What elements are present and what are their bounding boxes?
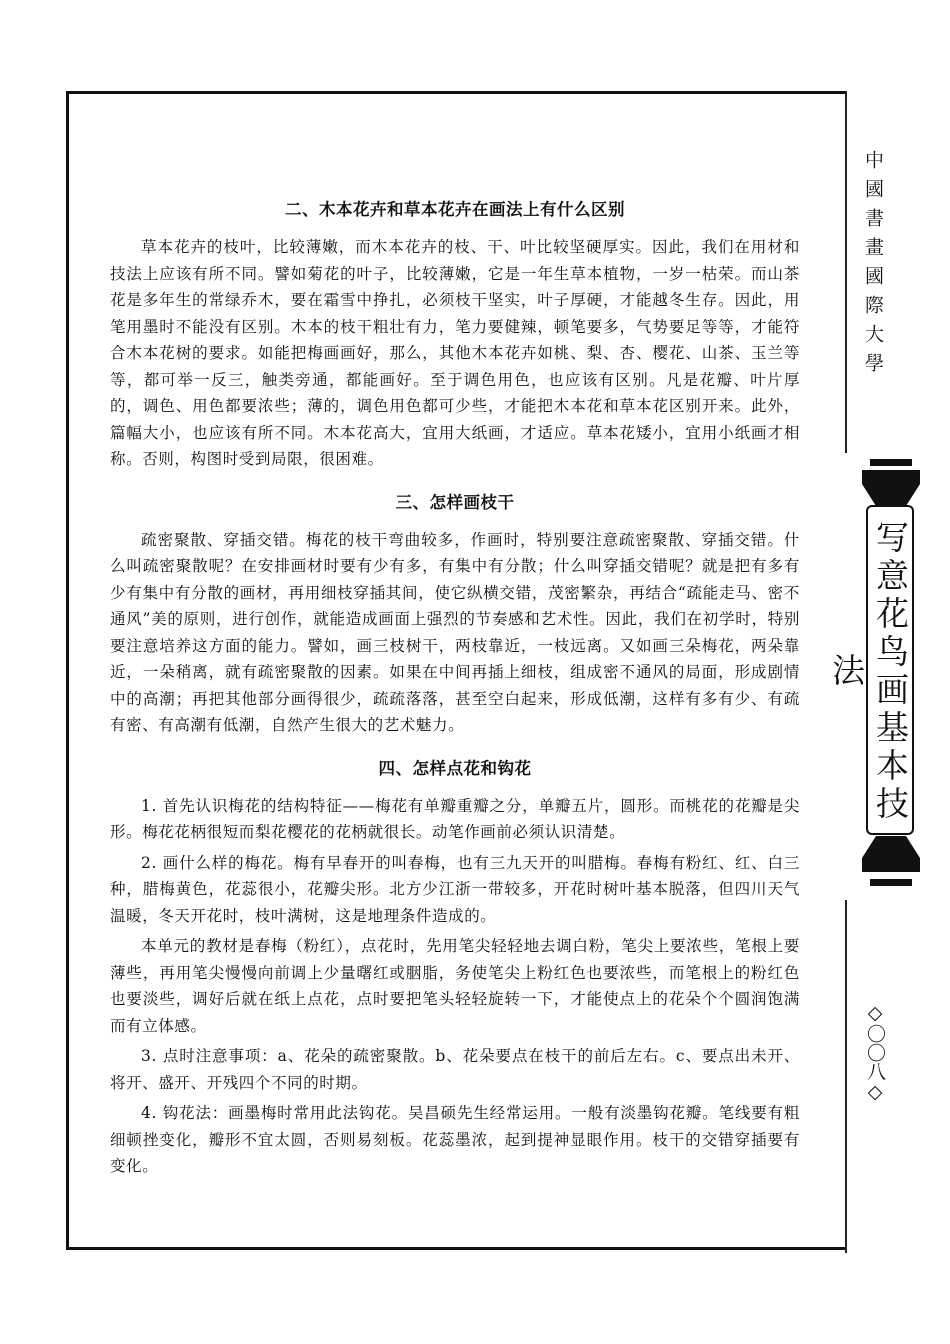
page-body bbox=[110, 196, 800, 1184]
section-4-heading: 四、怎样点花和钩花 bbox=[378, 758, 532, 778]
section-2-paragraph: 草本花卉的枝叶，比较薄嫩，而木本花卉的枝、干、叶比较坚硬厚实。因此，我们在用材和技法上应该有所不同。譬如菊花的叶子，比较薄嫩，它是一年生草本植物，一岁一枯荣。而山茶花是多年生的常绿乔木，要在霜雪中挣扎，必须枝干坚实，叶子厚硬，才能越冬生存。因此，用笔用墨时不能没有区别。木本的枝干粗壮有力，笔力要健辣，顿笔要多，气势要足等等，才能符合木本花树的要求。如能把梅画画好，那么，其他木本花卉如桃、梨、杏、樱花、山茶、玉兰等等，都可举一反三，触类旁通，都能画好。至于调色用色，也应该有区别。凡是花瓣、叶片厚的，调色、用色都要浓些；薄的，调色用色都可少些，才能把木本花和草本花区别开来。此外，篇幅大小，也应该有所不同。木本花高大，宜用大纸画，才适应。草本花矮小，宜用小纸画才相称。否则，构图时受到局限，很困难。 bbox=[110, 238, 800, 468]
ornament-band-top bbox=[870, 459, 912, 466]
section-4-paragraph-5: 4. 钩花法：画墨梅时常用此法钩花。吴昌硕先生经常运用。一般有淡墨钩花瓣。笔线要有粗细顿挫变化，瓣形不宜太圆，否则易刻板。花蕊墨浓，起到提神显眼作用。枝干的交错穿插要有变化。 bbox=[110, 1104, 800, 1175]
section-2-heading: 二、木本花卉和草本花卉在画法上有什么区别 bbox=[285, 200, 625, 219]
book-title-cartouche bbox=[827, 505, 914, 835]
section-3-paragraph: 疏密聚散、穿插交错。梅花的枝干弯曲较多，作画时，特别要注意疏密聚散、穿插交错。什么叫疏密聚散呢？在安排画材时要有少有多，有集中有分散；什么叫穿插交错呢？就是把有多有少有集中有分散的画材，再用细枝穿插其间，使它纵横交错，茂密繁杂，再结合“疏能走马、密不通风”美的原则，进行创作，就能造成画面上强烈的节奏感和艺术性。因此，我们在初学时，特别要注意培养这方面的能力。譬如，画三枝树干，两枝靠近，一枝远离。又如画三朵梅花，两朵靠近，一朵稍离，就有疏密聚散的因素。如果在中间再插上细枝，组成密不通风的局面，形成剧情中的高潮；再把其他部分画得很少，疏疏落落，甚至空白起来，形成低潮，这样有多有少、有疏有密、有高潮有低潮，自然产生很大的艺术魅力。 bbox=[110, 530, 800, 734]
section-4-paragraph-2: 2. 画什么样的梅花。梅有早春开的叫春梅，也有三九天开的叫腊梅。春梅有粉红、红、白三种，腊梅黄色，花蕊很小，花瓣尖形。北方少江浙一带较多，开花时树叶基本脱落，但四川天气温暖，冬天开花时，枝叶满树，这是地理条件造成的。 bbox=[110, 853, 800, 925]
section-3-heading: 三、怎样画枝干 bbox=[395, 492, 515, 512]
ornament-cap-top bbox=[862, 470, 920, 506]
sidebar-rule-bottom bbox=[845, 900, 847, 1253]
section-4-paragraph-4: 3. 点时注意事项：a、花朵的疏密聚散。b、花朵要点在枝干的前后左右。c、要点出未开、将开、盛开、开残四个不同的时期。 bbox=[110, 1047, 800, 1092]
ornament-band-bottom bbox=[870, 879, 912, 886]
sidebar-rule-top bbox=[845, 91, 847, 453]
page-number: ◇〇〇八◇ bbox=[864, 1002, 886, 1103]
section-4-paragraph-1: 1. 首先认识梅花的结构特征——梅花有单瓣重瓣之分，单瓣五片，圆形。而桃花的花瓣是尖形。梅花花柄很短而梨花樱花的花柄就很长。动笔作画前必须认识清楚。 bbox=[110, 796, 800, 841]
series-title: 中國書畫國際大學 bbox=[862, 150, 884, 382]
section-4-paragraph-3: 本单元的教材是春梅（粉红），点花时，先用笔尖轻轻地去调白粉，笔尖上要浓些，笔根上要薄些，再用笔尖慢慢向前调上少量曙红或胭脂，务使笔尖上粉红色也要浓些，而笔根上的粉红色也要淡些，调好后就在纸上点花，点时要把笔头轻轻旋转一下，才能使点上的花朵个个圆润饱满而有立体感。 bbox=[110, 937, 800, 1035]
book-title: 写意花鸟画基本技法 bbox=[827, 520, 910, 824]
ornament-cap-bottom bbox=[862, 836, 920, 872]
